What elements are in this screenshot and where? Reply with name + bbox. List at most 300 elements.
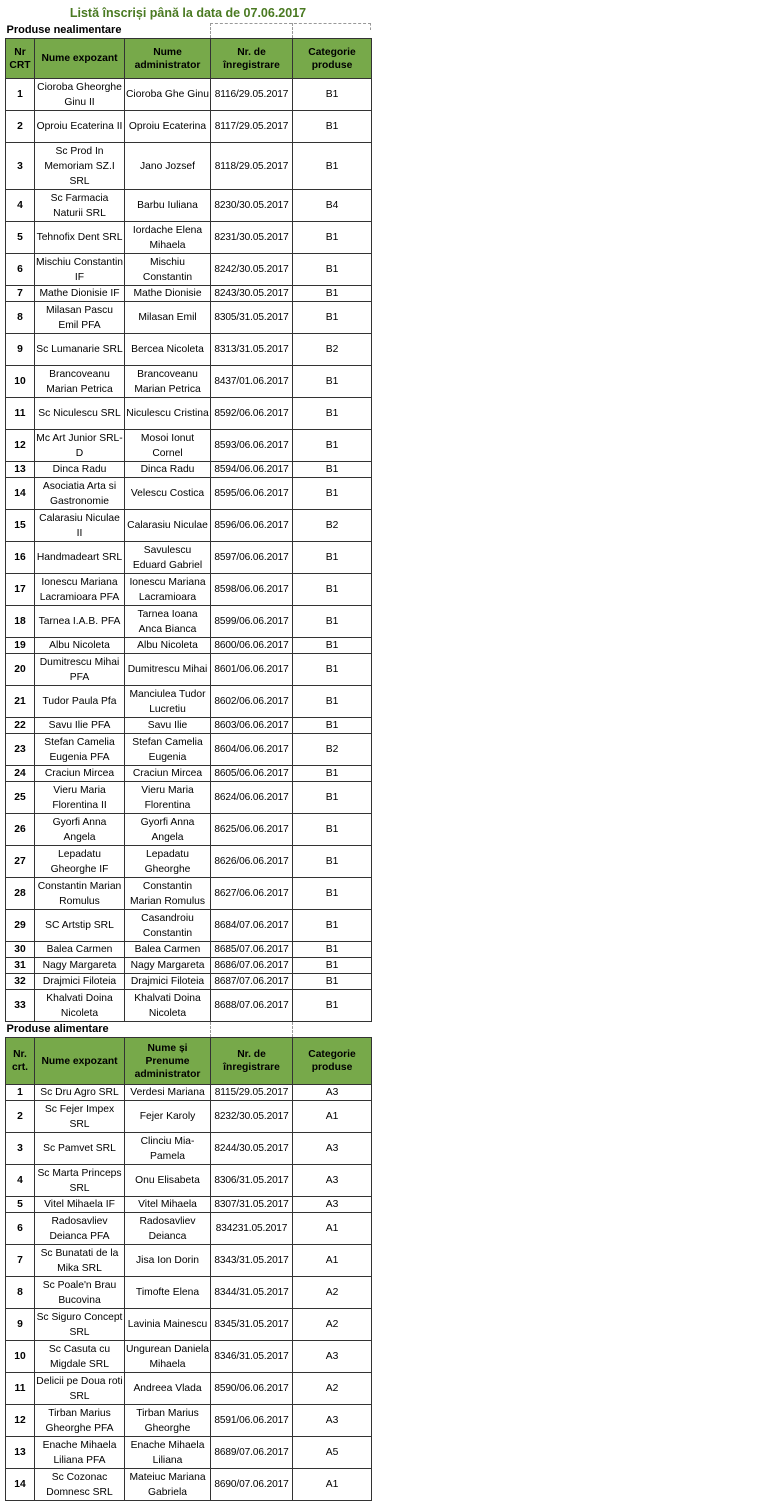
product-category: A3: [293, 1085, 372, 1101]
registration-number: 8116/29.05.2017: [211, 79, 293, 111]
exhibitor-name: Tehnofix Dent SRL: [35, 222, 125, 254]
row-number: 10: [6, 1341, 35, 1373]
row-number: 11: [6, 398, 35, 430]
table-row: [6, 1277, 372, 1309]
table-row: [6, 638, 372, 654]
registration-number: 8307/31.05.2017: [211, 1197, 293, 1213]
table-row: [6, 718, 372, 734]
row-number: 8: [6, 1277, 35, 1309]
administrator-name: Oproiu Ecaterina: [125, 111, 211, 143]
registration-number: 8343/31.05.2017: [211, 1245, 293, 1277]
administrator-name: Balea Carmen: [125, 942, 211, 958]
row-number: 4: [6, 190, 35, 222]
table-row: [6, 766, 372, 782]
registration-number: 8115/29.05.2017: [211, 1085, 293, 1101]
administrator-name: Cioroba Ghe Ginu: [125, 79, 211, 111]
table-row: [6, 222, 372, 254]
product-category: B1: [293, 942, 372, 958]
product-category: B2: [293, 510, 372, 542]
administrator-name: Savu Ilie: [125, 718, 211, 734]
administrator-name: Lepadatu Gheorghe: [125, 846, 211, 878]
product-category: B1: [293, 111, 372, 143]
exhibitor-name: Sc Fejer Impex SRL: [35, 1101, 125, 1133]
registration-number: 8242/30.05.2017: [211, 254, 293, 286]
exhibitor-name: Khalvati Doina Nicoleta: [35, 990, 125, 1022]
exhibitor-name: Tudor Paula Pfa: [35, 686, 125, 718]
registration-number: 8690/07.06.2017: [211, 1469, 293, 1501]
table-row: [6, 1341, 372, 1373]
product-category: B1: [293, 574, 372, 606]
table-row: [6, 366, 372, 398]
exhibitor-name: Savu Ilie PFA: [35, 718, 125, 734]
exhibitor-name: Mathe Dionisie IF: [35, 286, 125, 302]
product-category: B1: [293, 782, 372, 814]
row-number: 20: [6, 654, 35, 686]
registration-number: 8624/06.06.2017: [211, 782, 293, 814]
table-row: [6, 942, 372, 958]
exhibitor-name: Milasan Pascu Emil PFA: [35, 302, 125, 334]
product-category: A2: [293, 1277, 372, 1309]
product-category: B1: [293, 143, 372, 190]
exhibitor-name: Balea Carmen: [35, 942, 125, 958]
administrator-name: Mosoi Ionut Cornel: [125, 430, 211, 462]
row-number: 18: [6, 606, 35, 638]
product-category: B1: [293, 398, 372, 430]
row-number: 28: [6, 878, 35, 910]
empty-cell: [293, 23, 372, 39]
row-number: 19: [6, 638, 35, 654]
row-number: 31: [6, 958, 35, 974]
exhibitor-name: Dinca Radu: [35, 462, 125, 478]
table-row: [6, 686, 372, 718]
product-category: A5: [293, 1437, 372, 1469]
administrator-name: Dinca Radu: [125, 462, 211, 478]
administrator-name: Albu Nicoleta: [125, 638, 211, 654]
administrator-name: Mateiuc Mariana Gabriela: [125, 1469, 211, 1501]
table-row: [6, 1133, 372, 1165]
table-row: [6, 910, 372, 942]
product-category: B1: [293, 910, 372, 942]
registration-number: 8604/06.06.2017: [211, 734, 293, 766]
product-category: B1: [293, 542, 372, 574]
column-header: Nr. crt.: [6, 1038, 35, 1085]
row-number: 5: [6, 1197, 35, 1213]
administrator-name: Iordache Elena Mihaela: [125, 222, 211, 254]
nealimentare-table: [5, 23, 372, 1501]
product-category: A3: [293, 1341, 372, 1373]
row-number: 32: [6, 974, 35, 990]
product-category: B1: [293, 846, 372, 878]
table-row: [6, 974, 372, 990]
product-category: B4: [293, 190, 372, 222]
exhibitor-name: Sc Marta Princeps SRL: [35, 1165, 125, 1197]
product-category: B1: [293, 79, 372, 111]
product-category: A1: [293, 1469, 372, 1501]
administrator-name: Constantin Marian Romulus: [125, 878, 211, 910]
row-number: 13: [6, 1437, 35, 1469]
exhibitor-name: Sc Siguro Concept SRL: [35, 1309, 125, 1341]
table-row: [6, 143, 372, 190]
administrator-name: Casandroiu Constantin: [125, 910, 211, 942]
row-number: 16: [6, 542, 35, 574]
column-header: Nr CRT: [6, 39, 35, 79]
administrator-name: Tirban Marius Gheorghe: [125, 1405, 211, 1437]
product-category: B1: [293, 766, 372, 782]
registration-number: 8306/31.05.2017: [211, 1165, 293, 1197]
exhibitor-name: Oproiu Ecaterina II: [35, 111, 125, 143]
row-number: 17: [6, 574, 35, 606]
table-row: [6, 1245, 372, 1277]
exhibitor-name: Sc Lumanarie SRL: [35, 334, 125, 366]
exhibitor-name: Radosavliev Deianca PFA: [35, 1213, 125, 1245]
administrator-name: Khalvati Doina Nicoleta: [125, 990, 211, 1022]
administrator-name: Velescu Costica: [125, 478, 211, 510]
table-row: [6, 606, 372, 638]
exhibitor-name: Lepadatu Gheorghe IF: [35, 846, 125, 878]
administrator-name: Jisa Ion Dorin: [125, 1245, 211, 1277]
exhibitor-name: Sc Casuta cu Migdale SRL: [35, 1341, 125, 1373]
registration-number: 8603/06.06.2017: [211, 718, 293, 734]
administrator-name: Mathe Dionisie: [125, 286, 211, 302]
exhibitor-name: Craciun Mircea: [35, 766, 125, 782]
section-title: Produse alimentare: [6, 1022, 211, 1038]
registration-number: 834231.05.2017: [211, 1213, 293, 1245]
row-number: 4: [6, 1165, 35, 1197]
exhibitor-name: Ionescu Mariana Lacramioara PFA: [35, 574, 125, 606]
table-row: [6, 478, 372, 510]
row-number: 9: [6, 334, 35, 366]
exhibitor-name: SC Artstip SRL: [35, 910, 125, 942]
row-number: 3: [6, 143, 35, 190]
registration-number: 8596/06.06.2017: [211, 510, 293, 542]
administrator-name: Craciun Mircea: [125, 766, 211, 782]
administrator-name: Manciulea Tudor Lucretiu: [125, 686, 211, 718]
registration-number: 8688/07.06.2017: [211, 990, 293, 1022]
administrator-name: Brancoveanu Marian Petrica: [125, 366, 211, 398]
table-row: [6, 302, 372, 334]
row-number: 10: [6, 366, 35, 398]
row-number: 6: [6, 254, 35, 286]
registration-number: 8593/06.06.2017: [211, 430, 293, 462]
row-number: 7: [6, 1245, 35, 1277]
exhibitor-name: Tarnea I.A.B. PFA: [35, 606, 125, 638]
administrator-name: Dumitrescu Mihai: [125, 654, 211, 686]
product-category: A3: [293, 1165, 372, 1197]
administrator-name: Mischiu Constantin: [125, 254, 211, 286]
exhibitor-name: Albu Nicoleta: [35, 638, 125, 654]
administrator-name: Stefan Camelia Eugenia: [125, 734, 211, 766]
exhibitor-name: Sc Poale'n Brau Bucovina: [35, 1277, 125, 1309]
registration-number: 8597/06.06.2017: [211, 542, 293, 574]
table-row: [6, 334, 372, 366]
empty-cell: [211, 1022, 293, 1038]
administrator-name: Milasan Emil: [125, 302, 211, 334]
column-header: Nr. de înregistrare: [211, 1038, 293, 1085]
column-header: Nr. de înregistrare: [211, 39, 293, 79]
product-category: B1: [293, 254, 372, 286]
row-number: 8: [6, 302, 35, 334]
row-number: 15: [6, 510, 35, 542]
registration-number: 8344/31.05.2017: [211, 1277, 293, 1309]
column-header: Nume expozant: [35, 39, 125, 79]
table-row: [6, 1373, 372, 1405]
row-number: 12: [6, 430, 35, 462]
table-row: [6, 958, 372, 974]
row-number: 30: [6, 942, 35, 958]
product-category: B1: [293, 302, 372, 334]
section-title: Produse nealimentare: [6, 23, 211, 39]
exhibitor-name: Calarasiu Niculae II: [35, 510, 125, 542]
product-category: B1: [293, 638, 372, 654]
registration-number: 8598/06.06.2017: [211, 574, 293, 606]
table-row: [6, 79, 372, 111]
product-category: B1: [293, 606, 372, 638]
product-category: B1: [293, 654, 372, 686]
table-row: [6, 814, 372, 846]
registration-number: 8602/06.06.2017: [211, 686, 293, 718]
registration-number: 8600/06.06.2017: [211, 638, 293, 654]
row-number: 22: [6, 718, 35, 734]
product-category: B1: [293, 478, 372, 510]
registration-number: 8685/07.06.2017: [211, 942, 293, 958]
table-row: [6, 878, 372, 910]
exhibitor-name: Brancoveanu Marian Petrica: [35, 366, 125, 398]
exhibitor-name: Vitel Mihaela IF: [35, 1197, 125, 1213]
registration-number: 8230/30.05.2017: [211, 190, 293, 222]
table-row: [6, 1101, 372, 1133]
registration-number: 8599/06.06.2017: [211, 606, 293, 638]
exhibitor-name: Sc Farmacia Naturii SRL: [35, 190, 125, 222]
row-number: 23: [6, 734, 35, 766]
registration-number: 8684/07.06.2017: [211, 910, 293, 942]
column-header: Nume administrator: [125, 39, 211, 79]
table-row: [6, 254, 372, 286]
administrator-name: Calarasiu Niculae: [125, 510, 211, 542]
registration-number: 8243/30.05.2017: [211, 286, 293, 302]
product-category: A2: [293, 1373, 372, 1405]
registration-number: 8592/06.06.2017: [211, 398, 293, 430]
table-row: [6, 510, 372, 542]
row-number: 12: [6, 1405, 35, 1437]
table-row: [6, 990, 372, 1022]
registration-number: 8595/06.06.2017: [211, 478, 293, 510]
administrator-name: Tarnea Ioana Anca Bianca: [125, 606, 211, 638]
row-number: 11: [6, 1373, 35, 1405]
administrator-name: Jano Jozsef: [125, 143, 211, 190]
section-title-row: [6, 1022, 372, 1038]
administrator-name: Clinciu Mia-Pamela: [125, 1133, 211, 1165]
product-category: A3: [293, 1133, 372, 1165]
row-number: 33: [6, 990, 35, 1022]
exhibitor-name: Sc Prod In Memoriam SZ.I SRL: [35, 143, 125, 190]
column-header: Nume expozant: [35, 1038, 125, 1085]
row-number: 3: [6, 1133, 35, 1165]
product-category: B1: [293, 430, 372, 462]
product-category: A1: [293, 1213, 372, 1245]
exhibitor-name: Dumitrescu Mihai PFA: [35, 654, 125, 686]
exhibitor-name: Sc Pamvet SRL: [35, 1133, 125, 1165]
registration-number: 8231/30.05.2017: [211, 222, 293, 254]
exhibitor-name: Enache Mihaela Liliana PFA: [35, 1437, 125, 1469]
table-row: [6, 398, 372, 430]
product-category: B2: [293, 334, 372, 366]
administrator-name: Gyorfi Anna Angela: [125, 814, 211, 846]
administrator-name: Onu Elisabeta: [125, 1165, 211, 1197]
table-row: [6, 1469, 372, 1501]
registration-number: 8305/31.05.2017: [211, 302, 293, 334]
administrator-name: Enache Mihaela Liliana: [125, 1437, 211, 1469]
row-number: 13: [6, 462, 35, 478]
product-category: A3: [293, 1405, 372, 1437]
table-row: [6, 430, 372, 462]
registration-number: 8345/31.05.2017: [211, 1309, 293, 1341]
administrator-name: Radosavliev Deianca: [125, 1213, 211, 1245]
exhibitor-name: Nagy Margareta: [35, 958, 125, 974]
exhibitor-name: Mc Art Junior SRL-D: [35, 430, 125, 462]
registration-number: 8244/30.05.2017: [211, 1133, 293, 1165]
row-number: 25: [6, 782, 35, 814]
administrator-name: Vieru Maria Florentina: [125, 782, 211, 814]
table-row: [6, 286, 372, 302]
exhibitor-name: Asociatia Arta si Gastronomie: [35, 478, 125, 510]
header-row: [6, 1038, 372, 1085]
product-category: B1: [293, 718, 372, 734]
administrator-name: Fejer Karoly: [125, 1101, 211, 1133]
exhibitor-name: Sc Cozonac Domnesc SRL: [35, 1469, 125, 1501]
product-category: B1: [293, 878, 372, 910]
row-number: 14: [6, 1469, 35, 1501]
row-number: 9: [6, 1309, 35, 1341]
registration-number: 8118/29.05.2017: [211, 143, 293, 190]
table-row: [6, 1197, 372, 1213]
registration-number: 8232/30.05.2017: [211, 1101, 293, 1133]
exhibitor-name: Constantin Marian Romulus: [35, 878, 125, 910]
administrator-name: Andreea Vlada: [125, 1373, 211, 1405]
administrator-name: Nagy Margareta: [125, 958, 211, 974]
row-number: 27: [6, 846, 35, 878]
registration-number: 8313/31.05.2017: [211, 334, 293, 366]
registration-number: 8601/06.06.2017: [211, 654, 293, 686]
registration-number: 8687/07.06.2017: [211, 974, 293, 990]
product-category: B1: [293, 814, 372, 846]
row-number: 7: [6, 286, 35, 302]
table-row: [6, 846, 372, 878]
exhibitor-name: Sc Niculescu SRL: [35, 398, 125, 430]
row-number: 24: [6, 766, 35, 782]
registration-number: 8591/06.06.2017: [211, 1405, 293, 1437]
administrator-name: Timofte Elena: [125, 1277, 211, 1309]
administrator-name: Verdesi Mariana: [125, 1085, 211, 1101]
row-number: 2: [6, 1101, 35, 1133]
administrator-name: Ungurean Daniela Mihaela: [125, 1341, 211, 1373]
exhibitor-name: Delicii pe Doua roti SRL: [35, 1373, 125, 1405]
product-category: B1: [293, 958, 372, 974]
table-row: [6, 1213, 372, 1245]
registration-number: 8117/29.05.2017: [211, 111, 293, 143]
product-category: B1: [293, 222, 372, 254]
row-number: 1: [6, 79, 35, 111]
header-row: [6, 39, 372, 79]
exhibitor-name: Tirban Marius Gheorghe PFA: [35, 1405, 125, 1437]
product-category: A3: [293, 1197, 372, 1213]
registration-number: 8590/06.06.2017: [211, 1373, 293, 1405]
product-category: A1: [293, 1101, 372, 1133]
exhibitor-name: Cioroba Gheorghe Ginu II: [35, 79, 125, 111]
product-category: A2: [293, 1309, 372, 1341]
product-category: B1: [293, 366, 372, 398]
empty-cell: [211, 23, 293, 39]
table-row: [6, 462, 372, 478]
table-row: [6, 1309, 372, 1341]
exhibitor-name: Gyorfi Anna Angela: [35, 814, 125, 846]
administrator-name: Drajmici Filoteia: [125, 974, 211, 990]
table-row: [6, 1165, 372, 1197]
registration-number: 8686/07.06.2017: [211, 958, 293, 974]
administrator-name: Niculescu Cristina: [125, 398, 211, 430]
exhibitor-name: Sc Bunatati de la Mika SRL: [35, 1245, 125, 1277]
table-row: [6, 1437, 372, 1469]
product-category: B1: [293, 462, 372, 478]
table-row: [6, 734, 372, 766]
row-number: 21: [6, 686, 35, 718]
column-header: Categorie produse: [293, 39, 372, 79]
product-category: B1: [293, 974, 372, 990]
table-row: [6, 542, 372, 574]
empty-cell: [293, 1022, 372, 1038]
exhibitor-name: Sc Dru Agro SRL: [35, 1085, 125, 1101]
registration-number: 8625/06.06.2017: [211, 814, 293, 846]
row-number: 5: [6, 222, 35, 254]
table-row: [6, 1405, 372, 1437]
administrator-name: Barbu Iuliana: [125, 190, 211, 222]
product-category: B1: [293, 286, 372, 302]
row-number: 1: [6, 1085, 35, 1101]
row-number: 6: [6, 1213, 35, 1245]
table-row: [6, 782, 372, 814]
administrator-name: Lavinia Mainescu: [125, 1309, 211, 1341]
row-number: 14: [6, 478, 35, 510]
exhibitor-name: Stefan Camelia Eugenia PFA: [35, 734, 125, 766]
exhibitor-name: Handmadeart SRL: [35, 542, 125, 574]
registration-number: 8689/07.06.2017: [211, 1437, 293, 1469]
exhibitor-name: Mischiu Constantin IF: [35, 254, 125, 286]
exhibitor-name: Vieru Maria Florentina II: [35, 782, 125, 814]
exhibitor-name: Drajmici Filoteia: [35, 974, 125, 990]
section-title-row: [6, 23, 372, 39]
row-number: 26: [6, 814, 35, 846]
administrator-name: Ionescu Mariana Lacramioara: [125, 574, 211, 606]
registration-number: 8626/06.06.2017: [211, 846, 293, 878]
registration-number: 8346/31.05.2017: [211, 1341, 293, 1373]
product-category: B1: [293, 686, 372, 718]
table-row: [6, 111, 372, 143]
registration-number: 8605/06.06.2017: [211, 766, 293, 782]
row-number: 2: [6, 111, 35, 143]
table-row: [6, 654, 372, 686]
product-category: B2: [293, 734, 372, 766]
product-category: A1: [293, 1245, 372, 1277]
administrator-name: Bercea Nicoleta: [125, 334, 211, 366]
column-header: Nume și Prenume administrator: [125, 1038, 211, 1085]
column-header: Categorie produse: [293, 1038, 372, 1085]
row-number: 29: [6, 910, 35, 942]
administrator-name: Vitel Mihaela: [125, 1197, 211, 1213]
table-row: [6, 190, 372, 222]
registration-number: 8627/06.06.2017: [211, 878, 293, 910]
product-category: B1: [293, 990, 372, 1022]
registration-number: 8437/01.06.2017: [211, 366, 293, 398]
table-row: [6, 574, 372, 606]
